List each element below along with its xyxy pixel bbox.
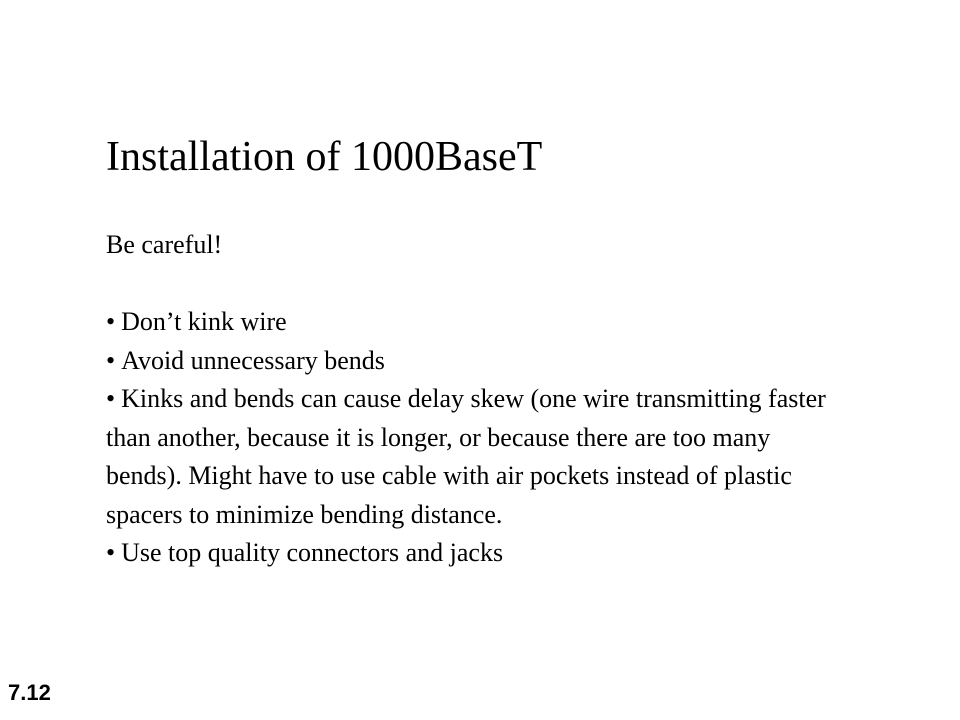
- bullet-text: Use top quality connectors and jacks: [121, 538, 504, 567]
- bullet-item: [106, 303, 826, 342]
- slide-body: [106, 226, 826, 573]
- bullet-item: [106, 534, 826, 573]
- bullet-text: Kinks and bends can cause delay skew (one wire transmitting faster than another, because it is longer, or because there are too many bends). Might have to use cable with air pockets instead of plastic spacers to minimize bending distance.: [106, 384, 826, 529]
- spacer: [106, 265, 826, 304]
- bullet-icon: •: [106, 384, 116, 413]
- intro-text: Be careful!: [106, 230, 223, 259]
- slide-title: Installation of 1000BaseT: [106, 134, 543, 180]
- bullet-item: [106, 380, 826, 534]
- bullet-item: [106, 342, 826, 381]
- slide-number: 7.12: [8, 680, 51, 705]
- bullet-text: Don’t kink wire: [121, 307, 287, 336]
- bullet-icon: •: [106, 307, 116, 336]
- bullet-icon: •: [106, 538, 116, 567]
- bullet-icon: •: [106, 345, 116, 375]
- bullet-text: Avoid unnecessary bends: [121, 345, 385, 375]
